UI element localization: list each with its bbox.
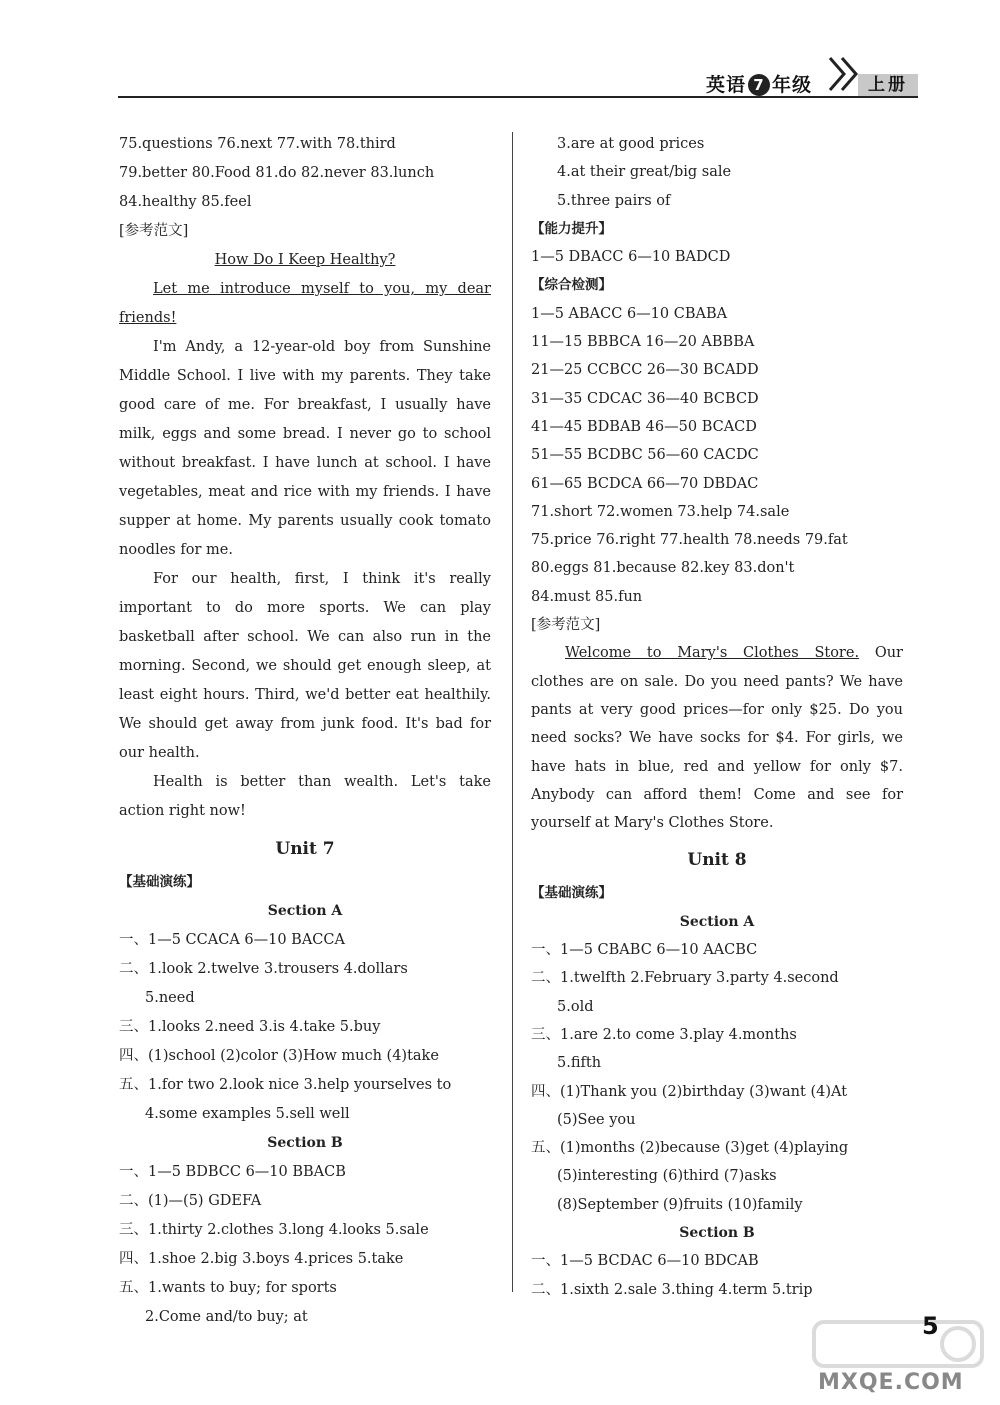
column-divider <box>512 132 513 1292</box>
answer-line: 5.fifth <box>557 1055 602 1072</box>
answer-line: 二、1.twelfth 2.February 3.party 4.second <box>531 970 839 987</box>
answer-line: 84.must 85.fun <box>531 588 643 605</box>
answer-line: 四、(1)Thank you (2)birthday (3)want (4)At <box>531 1083 848 1100</box>
section-b-heading: Section B <box>267 1135 343 1151</box>
ability-tag: 【能力提升】 <box>531 220 612 237</box>
answer-line: 31—35 CDCAC 36—40 BCBCD <box>531 390 759 407</box>
answer-line: 21—25 CCBCC 26—30 BCADD <box>531 362 759 379</box>
unit-title: Unit 7 <box>275 839 335 859</box>
section-b-heading: Section B <box>679 1224 755 1241</box>
answer-line: 80.eggs 81.because 82.key 83.don't <box>531 560 795 577</box>
answer-line: 四、(1)school (2)color (3)How much (4)take <box>119 1048 439 1064</box>
right-column <box>531 130 903 1304</box>
answer-line: 41—45 BDBAB 46—50 BCACD <box>531 418 757 435</box>
section-a-heading: Section A <box>679 913 755 930</box>
answer-line: 3.are at good prices <box>557 136 705 152</box>
essay-paragraph-1: Let me introduce myself to you, my dear friends! <box>119 281 491 326</box>
answer-line: 11—15 BBBCA 16—20 ABBBA <box>531 334 755 351</box>
essay-paragraph-3: For our health, first, I think it's really important to do more sports. We can play basketball after school. We can also run in the morning. Second, we should get enough sleep, at least eight hours. Third, we'd better eat healthily. We should get away from junk food. It's bad for our health. <box>119 571 491 761</box>
unit-title: Unit 8 <box>687 850 747 871</box>
comprehensive-test-tag: 【综合检测】 <box>531 277 612 294</box>
sample-essay-tag: [参考范文] <box>531 617 601 634</box>
answer-line: (8)September (9)fruits (10)family <box>557 1196 803 1213</box>
answer-line: 三、1.looks 2.need 3.is 4.take 5.buy <box>119 1019 381 1035</box>
essay-paragraph-2: I'm Andy, a 12-year-old boy from Sunshine Middle School. I live with my parents. They take good care of me. For breakfast, I usually have milk, eggs and some bread. I never go to school without breakfast. I have lunch at school. I have vegetables, meat and rice with my friends. I have supper at home. My parents usually cook tomato noodles for me. <box>119 339 491 558</box>
header-volume: 上册 <box>858 74 918 96</box>
answer-line: 75.price 76.right 77.health 78.needs 79.fat <box>531 532 848 549</box>
basic-practice-tag: 【基础演练】 <box>119 874 200 890</box>
header-title <box>706 70 812 97</box>
answer-line: 61—65 BCDCA 66—70 DBDAC <box>531 475 759 492</box>
left-column <box>119 130 491 1332</box>
answer-line: 一、1—5 CBABC 6—10 AACBC <box>531 942 758 959</box>
answer-line: 71.short 72.women 73.help 74.sale <box>531 503 790 520</box>
answer-line: 84.healthy 85.feel <box>119 194 252 210</box>
answer-line: 79.better 80.Food 81.do 82.never 83.lunch <box>119 165 435 181</box>
answer-line: 51—55 BCDBC 56—60 CACDC <box>531 447 759 464</box>
answer-line: 五、1.for two 2.look nice 3.help yourselves to <box>119 1077 452 1093</box>
watermark-text: MXQE.COM <box>818 1370 964 1395</box>
header-rule <box>118 96 918 98</box>
section-a-heading: Section A <box>267 903 343 919</box>
answer-line: (5)See you <box>557 1111 636 1128</box>
grade-number-badge: 7 <box>748 74 770 96</box>
answer-line: 一、1—5 BDBCC 6—10 BBACB <box>119 1164 346 1180</box>
answer-line: 五、(1)months (2)because (3)get (4)playing <box>531 1140 849 1157</box>
answer-line: 5.old <box>557 998 594 1015</box>
page-number: 5 <box>922 1312 939 1340</box>
answer-line: 五、1.wants to buy; for sports <box>119 1280 337 1296</box>
answer-line: 一、1—5 BCDAC 6—10 BDCAB <box>531 1253 759 1270</box>
sample-essay-tag: [参考范文] <box>119 223 189 239</box>
essay-title: How Do I Keep Healthy? <box>214 252 396 268</box>
header-grade-suffix: 年级 <box>772 74 813 96</box>
answer-line: 5.need <box>145 990 195 1006</box>
answer-line: 5.three pairs of <box>557 192 671 209</box>
answer-line: 二、1.look 2.twelve 3.trousers 4.dollars <box>119 961 408 977</box>
answer-line: 三、1.thirty 2.clothes 3.long 4.looks 5.sale <box>119 1222 429 1238</box>
basic-practice-tag: 【基础演练】 <box>531 885 612 902</box>
essay-paragraph-4: Health is better than wealth. Let's take action right now! <box>119 774 491 819</box>
answer-line: 1—5 DBACC 6—10 BADCD <box>531 249 731 266</box>
answer-line: 75.questions 76.next 77.with 78.third <box>119 136 396 152</box>
answer-line: 一、1—5 CCACA 6—10 BACCA <box>119 932 345 948</box>
answer-line: 二、(1)—(5) GDEFA <box>119 1193 262 1209</box>
answer-line: 四、1.shoe 2.big 3.boys 4.prices 5.take <box>119 1251 404 1267</box>
answer-line: 4.some examples 5.sell well <box>145 1106 350 1122</box>
header-subject: 英语 <box>706 74 747 96</box>
answer-line: 1—5 ABACC 6—10 CBABA <box>531 305 728 322</box>
answer-line: 二、1.sixth 2.sale 3.thing 4.term 5.trip <box>531 1281 813 1298</box>
answer-line: 4.at their great/big sale <box>557 164 732 181</box>
answer-line: 三、1.are 2.to come 3.play 4.months <box>531 1026 797 1043</box>
answer-line: (5)interesting (6)third (7)asks <box>557 1168 777 1185</box>
answer-line: 2.Come and/to buy; at <box>145 1309 308 1325</box>
essay-paragraph: Welcome to Mary's Clothes Store. Our clothes are on sale. Do you need pants? We have pants at very good prices—for only $25. Do you need socks? We have socks for $4. For girls, we have hats in blue, red and yellow for only $7. Anybody can afford them! Come and see for yourself at Mary's Clothes Store. <box>531 645 903 832</box>
